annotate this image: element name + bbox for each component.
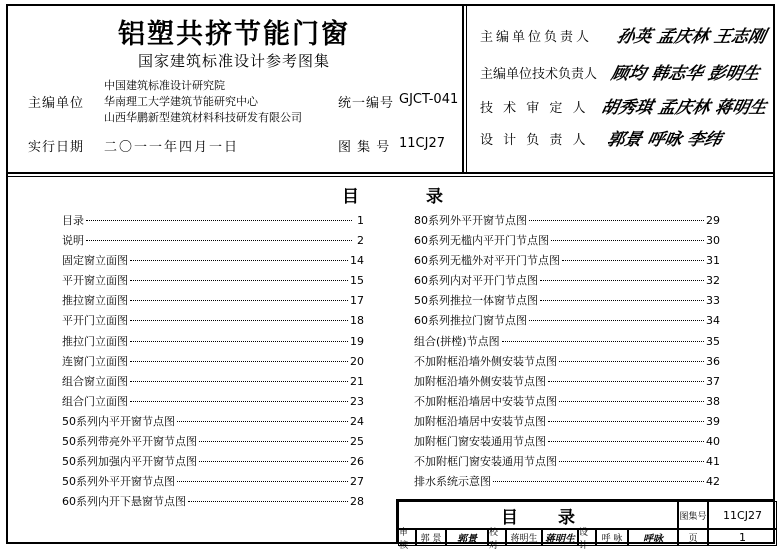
check-signature: 蒋明生 xyxy=(542,529,578,546)
toc-entry xyxy=(414,452,720,472)
unified-no-label: 统一编号 xyxy=(338,96,395,111)
toc-entry-title: 目录 xyxy=(62,214,84,227)
toc-leader-dots xyxy=(529,219,704,221)
toc-entry xyxy=(62,392,364,412)
toc-entry-title: 50系列带亮外平开窗节点图 xyxy=(62,435,197,449)
toc-leader-dots xyxy=(130,400,348,402)
toc-leader-dots xyxy=(130,299,348,301)
design-signature: 呼咏 xyxy=(628,529,678,546)
toc-entry xyxy=(62,472,364,492)
signature-chief-unit: 孙英 孟庆林 王志刚 xyxy=(615,27,768,47)
toc-entry-page: 21 xyxy=(350,374,364,388)
toc-heading-right: 录 xyxy=(426,187,443,207)
toc-leader-dots xyxy=(540,279,704,281)
toc-entry-title: 连窗门立面图 xyxy=(62,354,128,368)
title-block-name xyxy=(398,501,678,529)
toc-entry-page: 17 xyxy=(350,294,364,308)
toc-leader-dots xyxy=(559,360,704,362)
design-label: 设计 xyxy=(578,529,596,546)
toc-entry-title: 不加附框沿墙居中安装节点图 xyxy=(414,394,557,408)
toc-entry-page: 38 xyxy=(706,394,720,408)
unified-no: GJCT-041 xyxy=(399,92,459,107)
toc-leader-dots xyxy=(199,440,348,442)
toc-left-column xyxy=(62,211,364,512)
toc-entry-page: 26 xyxy=(350,455,364,469)
editor-unit-label: 主编单位 xyxy=(28,96,85,111)
toc-entry-title: 说明 xyxy=(62,234,84,248)
toc-leader-dots xyxy=(559,460,704,462)
header-divider-inner xyxy=(466,4,467,174)
toc-entry-title: 固定窗立面图 xyxy=(62,254,128,268)
header-bottom-rule-inner xyxy=(6,176,775,177)
toc-entry-title: 60系列无槛内平开门节点图 xyxy=(414,234,549,248)
review-name: 郭 景 xyxy=(416,529,446,546)
toc-entry xyxy=(62,452,364,472)
toc-entry-title: 60系列内开下悬窗节点图 xyxy=(62,495,186,509)
toc-entry-page: 25 xyxy=(350,435,364,449)
toc-entry-page: 29 xyxy=(706,214,720,227)
toc-entry-title: 60系列内对平开门节点图 xyxy=(414,274,538,288)
role-chief-unit: 主编单位负责人 xyxy=(480,30,593,45)
toc-entry-page: 33 xyxy=(706,294,720,308)
toc-entry-page: 35 xyxy=(706,334,720,348)
toc-entry-title: 加附框沿墙居中安装节点图 xyxy=(414,414,546,428)
toc-entry xyxy=(414,332,720,352)
toc-entry xyxy=(62,311,364,331)
toc-leader-dots xyxy=(540,299,704,301)
toc-entry-page: 30 xyxy=(706,234,720,248)
toc-entry xyxy=(414,352,720,372)
toc-entry-title: 加附框门窗安装通用节点图 xyxy=(414,435,546,449)
title-block-name-left: 目 xyxy=(501,507,518,528)
toc-entry-page: 40 xyxy=(706,435,720,449)
toc-entry-title: 50系列外平开窗节点图 xyxy=(62,475,175,489)
effective-date-label: 实行日期 xyxy=(28,140,85,155)
title-block-page-label: 页 xyxy=(678,529,708,546)
toc-entry-page: 24 xyxy=(350,414,364,428)
title-block-name-right: 录 xyxy=(558,507,575,528)
toc-entry-title: 60系列推拉门窗节点图 xyxy=(414,314,527,328)
toc-entry xyxy=(414,412,720,432)
toc-entry-title: 不加附框沿墙外侧安装节点图 xyxy=(414,354,557,368)
toc-entry-title: 排水系统示意图 xyxy=(414,475,491,489)
toc-leader-dots xyxy=(548,420,704,422)
document-title: 铝塑共挤节能门窗 xyxy=(118,19,350,50)
header-bottom-rule xyxy=(6,172,775,174)
toc-entry xyxy=(414,432,720,452)
toc-entry-page: 39 xyxy=(706,414,720,428)
toc-entry xyxy=(62,432,364,452)
toc-entry-page: 2 xyxy=(357,234,364,248)
toc-leader-dots xyxy=(86,219,352,221)
toc-entry-title: 50系列推拉一体窗节点图 xyxy=(414,294,538,308)
check-label: 校对 xyxy=(488,529,506,546)
toc-leader-dots xyxy=(130,319,348,321)
toc-entry-page: 41 xyxy=(706,455,720,469)
toc-entry-page: 18 xyxy=(350,314,364,328)
toc-entry-page: 1 xyxy=(357,214,364,227)
toc-leader-dots xyxy=(551,239,704,241)
toc-entry xyxy=(62,372,364,392)
toc-leader-dots xyxy=(493,480,704,482)
editor-unit: 中国建筑标准设计研究院 xyxy=(104,79,225,92)
toc-leader-dots xyxy=(188,500,348,502)
signature-design-lead: 郭景 呼咏 李纬 xyxy=(605,130,724,150)
toc-entry-title: 不加附框门窗安装通用节点图 xyxy=(414,455,557,469)
toc-entry xyxy=(62,332,364,352)
toc-entry xyxy=(62,251,364,271)
toc-entry xyxy=(414,291,720,311)
toc-entry-title: 80系列外平开窗节点图 xyxy=(414,214,527,227)
editor-unit: 华南理工大学建筑节能研究中心 xyxy=(104,95,258,108)
toc-leader-dots xyxy=(130,279,348,281)
title-block-atlas-label: 图集号 xyxy=(678,501,708,529)
toc-right-column xyxy=(414,211,720,492)
toc-leader-dots xyxy=(548,380,704,382)
toc-entry-page: 15 xyxy=(350,274,364,288)
toc-entry-page: 36 xyxy=(706,354,720,368)
toc-entry-title: 加附框沿墙外侧安装节点图 xyxy=(414,374,546,388)
toc-entry-title: 平开窗立面图 xyxy=(62,274,128,288)
toc-entry-page: 37 xyxy=(706,374,720,388)
toc-entry-title: 60系列无槛外对平开门节点图 xyxy=(414,254,560,268)
atlas-no-label: 图 集 号 xyxy=(338,140,391,155)
editor-units xyxy=(104,78,302,126)
toc-leader-dots xyxy=(502,340,704,342)
toc-entry xyxy=(62,492,364,512)
toc-entry-title: 组合门立面图 xyxy=(62,394,128,408)
toc-entry-page: 28 xyxy=(350,495,364,509)
role-reviewer: 技 术 审 定 人 xyxy=(480,101,589,116)
role-tech-chief: 主编单位技术负责人 xyxy=(480,67,598,82)
toc-entry xyxy=(414,231,720,251)
toc-entry xyxy=(62,271,364,291)
signature-tech-chief: 顾均 韩志华 彭明生 xyxy=(609,64,762,84)
header-divider xyxy=(462,4,464,174)
toc-leader-dots xyxy=(562,259,704,261)
toc-entry-page: 20 xyxy=(350,354,364,368)
toc-leader-dots xyxy=(529,319,704,321)
title-block-page: 1 xyxy=(708,529,777,546)
document-subtitle: 国家建筑标准设计参考图集 xyxy=(137,52,330,70)
toc-entry xyxy=(414,211,720,231)
title-block-atlas-no: 11CJ27 xyxy=(708,501,777,529)
toc-entry xyxy=(414,311,720,331)
toc-entry-title: 平开门立面图 xyxy=(62,314,128,328)
toc-entry-title: 推拉窗立面图 xyxy=(62,294,128,308)
review-signature: 郭景 xyxy=(446,529,488,546)
toc-leader-dots xyxy=(559,400,704,402)
atlas-no: 11CJ27 xyxy=(399,136,445,151)
check-name: 蒋明生 xyxy=(506,529,542,546)
toc-entry-page: 32 xyxy=(706,274,720,288)
toc-leader-dots xyxy=(86,239,352,241)
toc-entry-page: 19 xyxy=(350,334,364,348)
toc-leader-dots xyxy=(177,480,348,482)
toc-leader-dots xyxy=(199,460,348,462)
toc-entry xyxy=(62,291,364,311)
toc-entry-page: 14 xyxy=(350,254,364,268)
toc-entry xyxy=(414,271,720,291)
toc-entry-page: 27 xyxy=(350,475,364,489)
toc-entry xyxy=(414,372,720,392)
toc-entry-page: 42 xyxy=(706,475,720,489)
toc-leader-dots xyxy=(130,360,348,362)
toc-leader-dots xyxy=(130,259,348,261)
toc-entry-page: 34 xyxy=(706,314,720,328)
toc-leader-dots xyxy=(130,340,348,342)
toc-entry-title: 50系列内平开窗节点图 xyxy=(62,414,175,428)
editor-unit: 山西华鹏新型建筑材料科技研发有限公司 xyxy=(104,111,302,124)
toc-entry-title: 组合(拼樘)节点图 xyxy=(414,334,500,348)
toc-entry-page: 23 xyxy=(350,394,364,408)
toc-entry-title: 50系列加强内平开窗节点图 xyxy=(62,455,197,469)
role-design-lead: 设 计 负 责 人 xyxy=(480,133,589,148)
toc-leader-dots xyxy=(177,420,348,422)
toc-entry xyxy=(62,352,364,372)
review-label: 审核 xyxy=(398,529,416,546)
toc-entry xyxy=(414,392,720,412)
toc-leader-dots xyxy=(130,380,348,382)
toc-entry-page: 31 xyxy=(706,254,720,268)
toc-entry-title: 推拉门立面图 xyxy=(62,334,128,348)
toc-entry-title: 组合窗立面图 xyxy=(62,374,128,388)
toc-heading-left: 目 xyxy=(342,187,359,207)
toc-entry xyxy=(414,251,720,271)
effective-date: 二〇一一年四月一日 xyxy=(104,140,240,155)
design-name: 呼 咏 xyxy=(596,529,628,546)
toc-entry xyxy=(62,412,364,432)
toc-entry xyxy=(414,472,720,492)
title-block xyxy=(396,499,775,551)
toc-entry xyxy=(62,231,364,251)
signature-reviewer: 胡秀琪 孟庆林 蒋明生 xyxy=(599,98,769,118)
toc-entry xyxy=(62,211,364,231)
toc-leader-dots xyxy=(548,440,704,442)
